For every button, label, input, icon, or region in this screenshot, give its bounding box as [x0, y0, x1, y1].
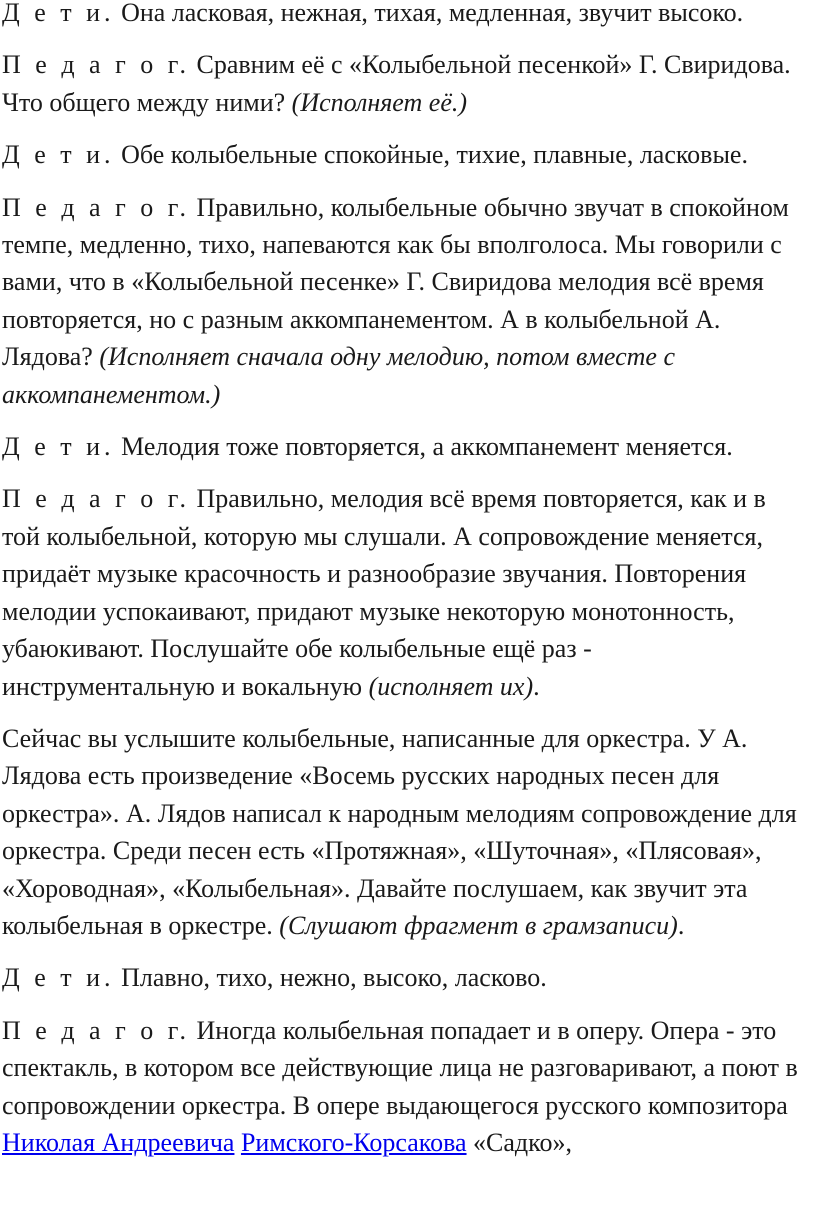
stage-direction: (Исполняет сначала одну мелодию, потом вместе с аккомпанементом.) — [2, 342, 675, 409]
paragraph-tail: . — [677, 910, 685, 940]
paragraph-text: Обе колыбельные спокойные, тихие, плавные, ласковые. — [114, 140, 748, 170]
paragraph-text: Плавно, тихо, нежно, высоко, ласково. — [114, 963, 547, 993]
speaker-label: П е д а г о г. — [2, 192, 190, 222]
paragraph-children-reply-4 — [2, 959, 810, 996]
paragraph-teacher-3 — [2, 480, 810, 704]
paragraph-tail: «Садко», — [466, 1127, 572, 1157]
paragraph-text: Иногда колыбельная попадает и в оперу. Опера - это спектакль, в котором все действующие лица не разговаривают, а поют в сопровождении оркестра. В опере выдающегося русского композитора — [2, 1015, 798, 1120]
paragraph-teacher-2 — [2, 189, 810, 413]
paragraph-teacher-4 — [2, 1012, 810, 1162]
paragraph-teacher-1 — [2, 46, 810, 121]
speaker-label: Д е т и. — [2, 0, 115, 27]
stage-direction: (Исполняет её.) — [291, 87, 468, 117]
speaker-label: Д е т и. — [2, 140, 115, 170]
speaker-label: П е д а г о г. — [2, 50, 190, 80]
paragraph-text: Правильно, мелодия всё время повторяется, как и в той колыбельной, которую мы слушали. А сопровождение меняется, придаёт музыке красочность и разнообразие звучания. Повторения мелодии успокаивают, придают музыке некоторую монотонность, убаюкивают. Послушайте обе колыбельные ещё раз - инструментальную и вокальную — [2, 484, 766, 701]
composer-surname-link[interactable]: Римского-Корсакова — [240, 1127, 467, 1157]
paragraph-text: Мелодия тоже повторяется, а аккомпанемент меняется. — [114, 432, 733, 462]
speaker-label: П е д а г о г. — [2, 484, 190, 514]
stage-direction: (Слушают фрагмент в грамзаписи) — [279, 910, 678, 940]
stage-direction: (исполняет их) — [368, 671, 534, 701]
composer-name-link[interactable]: Николая Андреевича — [2, 1127, 235, 1157]
paragraph-tail: . — [533, 671, 540, 701]
paragraph-text: Сейчас вы услышите колыбельные, написанные для оркестра. У А. Лядова есть произведение «Восемь русских народных песен для оркестра». А. Лядов написал к народным мелодиям сопровождение для оркестра. Среди песен есть «Протяжная», «Шуточная», «Плясовая», «Хороводная», «Колыбельная». Давайте послушаем, как звучит эта колыбельная в оркестре. — [2, 723, 797, 940]
paragraph-children-reply-1 — [2, 0, 810, 31]
speaker-label: Д е т и. — [2, 963, 115, 993]
speaker-label: П е д а г о г. — [2, 1015, 190, 1045]
paragraph-text: Правильно, колыбельные обычно звучат в спокойном темпе, медленно, тихо, напеваются как бы вполголоса. Мы говорили с вами, что в «Колыбельной песенке» Г. Свиридова мелодия всё время повторяется, но с разным аккомпанементом. А в колыбельной А. Лядова? — [2, 192, 789, 372]
paragraph-text: Она ласковая, нежная, тихая, медленная, звучит высоко. — [114, 0, 744, 27]
paragraph-children-reply-3 — [2, 428, 810, 465]
paragraph-orchestra-intro — [2, 720, 810, 944]
paragraph-children-reply-2 — [2, 136, 810, 173]
speaker-label: Д е т и. — [2, 432, 115, 462]
paragraph-text: Сравним её с «Колыбельной песенкой» Г. Свиридова. Что общего между ними? — [2, 50, 791, 117]
